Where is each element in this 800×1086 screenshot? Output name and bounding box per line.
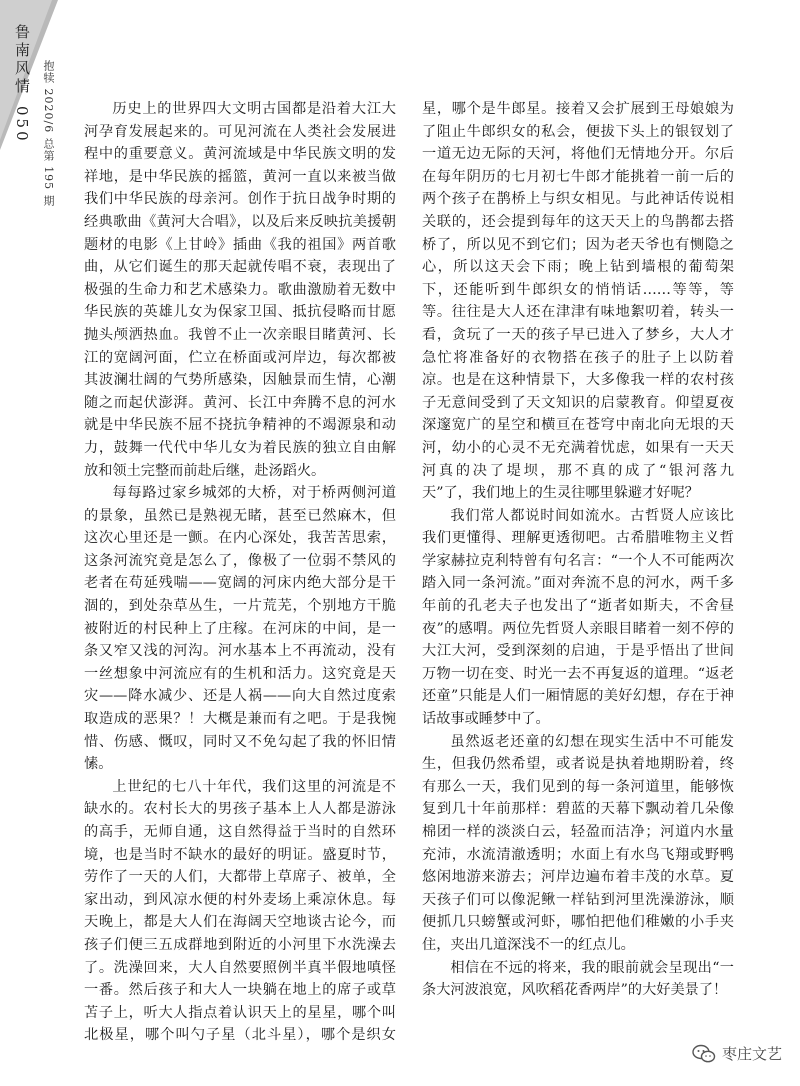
paragraph-2: 每每路过家乡城郊的大桥，对于桥两侧河道的景象，虽然已是熟视无睹，甚至已然麻木，但这次心里还是一颤。在内心深处，我苦苦思索，这条河流究竟是怎么了，像极了一位弱不禁风的老者在苟延残喘——宽阔的河床内绝大部分是干涸的，到处杂草丛生，一片荒芜，个别地方干脆被附近的村民种上了庄稼。在河床的中间，是一条又窄又浅的河沟。河水基本上不再流动，没有一丝想象中河流应有的生机和活力。这究竟是天灾——降水减少、还是人祸——向大自然过度索取造成的恶果？！大概是兼而有之吧。于是我惋惜、伤感、慨叹，同时又不免勾起了我的怀旧情愫。 (84, 485, 396, 773)
paragraph-1: 历史上的世界四大文明古国都是沿着大江大河孕育发展起来的。可见河流在人类社会发展进程中的重要意义。黄河流域是中华民族文明的发祥地，是中华民族的摇篮，黄河一直以来被当做我们中华民族的母亲河。创作于抗日战争时期的经典歌曲《黄河大合唱》，以及后来反映抗美援朝题材的电影《上甘岭》插曲《我的祖国》两首歌曲，从它们诞生的那天起就传唱不衰，表现出了极强的生命力和艺术感染力。歌曲激励着无数中华民族的英雄儿女为保家卫国、抵抗侵略而甘愿抛头颅洒热血。我曾不止一次亲眼目睹黄河、长江的宽阔河面，伫立在桥面或河岸边，每次都被其波澜壮阔的气势所感染，因触景而生情，心潮随之而起伏澎湃。黄河、长江中奔腾不息的河水就是中华民族不屈不挠抗争精神的不竭源泉和动力，鼓舞一代代中华儿女为着民族的独立自由解放和领土完整而前赴后继，赴汤蹈火。 (84, 101, 396, 479)
paragraph-4: 我们常人都说时间如流水。古哲贤人应该比我们更懂得、理解更透彻吧。古希腊唯物主义哲学家赫拉克利特曾有句名言：“一个人不可能两次踏入同一条河流。”面对奔流不息的河水，两千多年前的孔老夫子也发出了“逝者如斯夫，不舍昼夜”的感喟。两位先哲贤人亲眼目睹着一刻不停的大江大河，受到深刻的启迪，于是乎悟出了世间万物一切在变、时光一去不再复返的道理。“返老还童”只能是人们一厢情愿的美好幻想，存在于神话故事或睡梦中了。 (422, 507, 734, 728)
issue-info: 抱犊 2020/6 总第 195 期 (42, 60, 55, 207)
page-number: 050 (13, 106, 31, 144)
wechat-watermark (692, 1043, 782, 1064)
paragraph-3: 上世纪的七八十年代，我们这里的河流是不缺水的。农村长大的男孩子基本上人人都是游泳的高手，无师自通，这自然得益于当时的自然环境，也是当时不缺水的最好的明证。盛夏时节，劳作了一天的人们，大都带上草席子、被单，全家出动，到风凉水便的村外麦场上乘凉休息。每天晚上，都是大人们在海阔天空地谈古论今，而孩子们便三五成群地到附近的小河里下水洗澡去了。洗澡回来，大人自然要照例半真半假地嗔怪一番。然后孩子和大人一块躺在地上的席子或草苫子上，听大人指点着认识天上的星星，哪个叫北极星，哪个叫勺子星（北斗星），哪个是织女星，哪个是牛郎星。接着又会扩展到王母娘娘为了阻止牛郎织女的私会，便拔下头上的银钗划了一道无边无际的天河，将他们无情地分开。尔后在每年阴历的七月初七牛郎才能挑着一前一后的两个孩子在鹊桥上与织女相见。与此神话传说相关联的，还会提到每年的这天天上的鸟鹊都去搭桥了，所以见不到它们；因为老天爷也有恻隐之心，所以这天会下雨；晚上钻到墙根的葡萄架下，还能听到牛郎织女的悄悄话……等等，等等。往往是大人还在津津有味地絮叨着，转头一看，贪玩了一天的孩子早已进入了梦乡，大人才急忙将准备好的衣物搭在孩子的肚子上以防着凉。也是在这种情景下，大多像我一样的农村孩子无意间受到了天文知识的启蒙教育。仰望夏夜深邃宽广的星空和横亘在苍穹中南北向无垠的天河，幼小的心灵不无充满着忧虑，如果有一天天河真的决了堤坝，那不真的成了“银河落九天”了，我们地上的生灵往哪里躲避才好呢？ (84, 101, 734, 1044)
paragraph-6: 相信在不远的将来，我的眼前就会呈现出“一条大河波浪宽，风吹稻花香两岸”的大好美景了！ (422, 959, 734, 999)
article-body (84, 98, 734, 1048)
section-label (12, 24, 33, 144)
wechat-icon (692, 1044, 716, 1064)
column-title: 鲁南风情 (13, 24, 31, 96)
watermark-label: 枣庄文艺 (721, 1045, 782, 1063)
paragraph-5: 虽然返老还童的幻想在现实生活中不可能发生，但我仍然希望，或者说是执着地期盼着，终有那么一天，我们见到的每一条河道里，能够恢复到几十年前那样：碧蓝的天幕下飘动着几朵像棉团一样的淡淡白云，轻盈而洁净；河道内水量充沛，水流清澈透明；水面上有水鸟飞翔或野鸭悠闲地游来游去；河岸边遍布着丰茂的水草。夏天孩子们可以像泥鳅一样钻到河里洗澡游泳，顺便抓几只螃蟹或河虾，哪怕把他们稚嫩的小手夹住，夹出几道深浅不一的红点儿。 (422, 733, 734, 953)
